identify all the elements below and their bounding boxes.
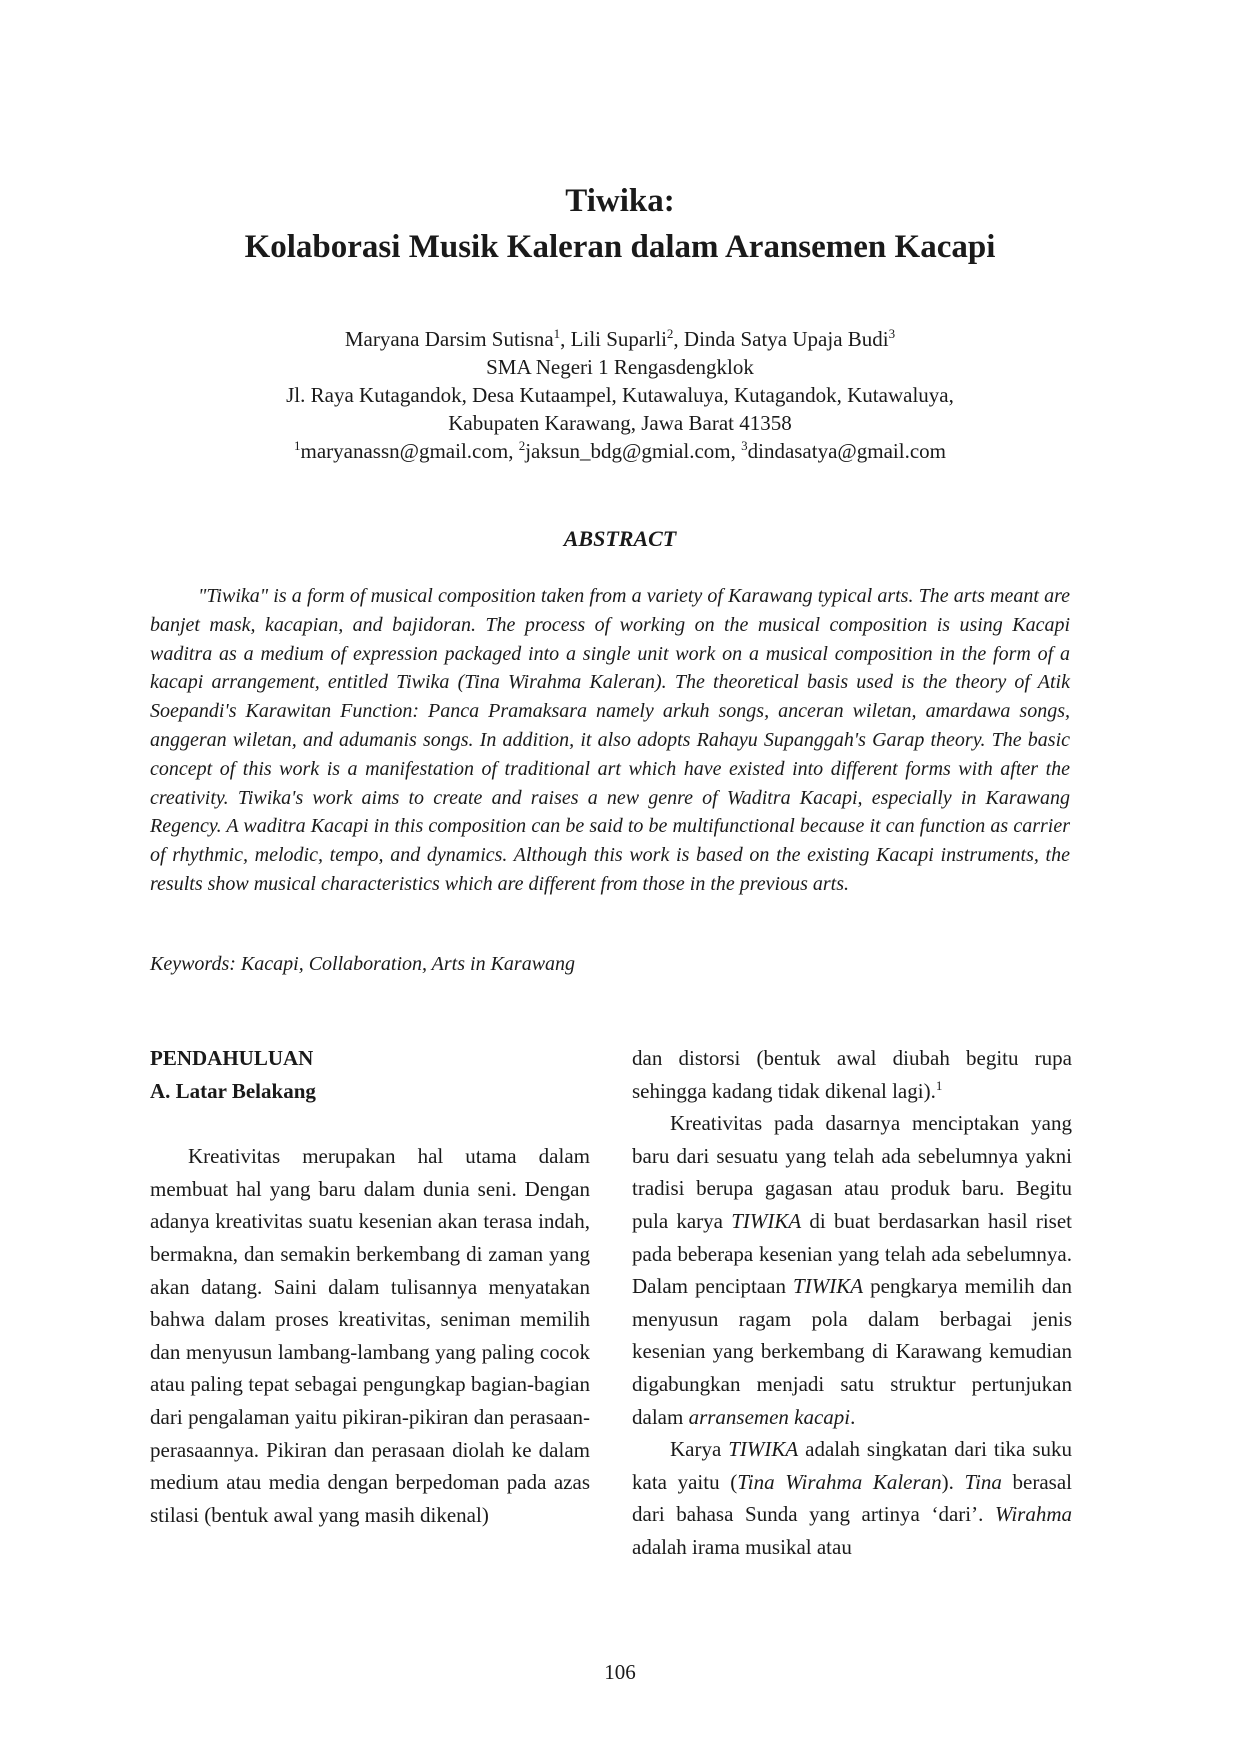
abstract-body xyxy=(150,582,1070,899)
address-line-1: Jl. Raya Kutagandok, Desa Kutaampel, Kutawaluya, Kutagandok, Kutawaluya, xyxy=(286,383,954,407)
body-paragraph-continued xyxy=(632,1042,1072,1107)
email-1: maryanassn@gmail.com, xyxy=(300,439,519,463)
paragraph-text: adalah irama musikal atau xyxy=(632,1534,852,1559)
author-2-affil: 2 xyxy=(666,326,674,341)
email-1-marker: 1 xyxy=(294,438,301,453)
paragraph-text: adalah singkatan dari tika suku kata yaitu ( xyxy=(632,1437,1072,1494)
italic-term: Tina Wirahma Kaleran xyxy=(737,1469,942,1494)
paragraph-text: pengkarya memilih dan menyusun ragam pola dalam berbagai jenis kesenian yang berkembang di Karawang kemudian digabungkan menjadi satu struktur pertunjukan dalam xyxy=(632,1274,1072,1429)
paragraph-text: ). xyxy=(941,1469,965,1494)
italic-term: TIWIKA xyxy=(793,1274,864,1299)
author-emails xyxy=(0,437,1240,465)
footnote-marker: 1 xyxy=(935,1077,943,1093)
paragraph-text: berasal dari bahasa Sunda yang artinya ‘dari’. xyxy=(632,1469,1072,1527)
paper-title xyxy=(0,178,1240,270)
subsection-heading: A. Latar Belakang xyxy=(150,1078,316,1103)
italic-term: arransemen kacapi xyxy=(688,1404,851,1429)
italic-term: TIWIKA xyxy=(731,1208,802,1233)
body-paragraph xyxy=(632,1107,1072,1433)
section-heading: PENDAHULUAN xyxy=(150,1046,314,1070)
email-3: dindasatya@gmail.com xyxy=(747,439,946,463)
body-paragraph xyxy=(632,1433,1072,1563)
italic-term: TIWIKA xyxy=(728,1437,799,1462)
paragraph-text: Kreativitas pada dasarnya menciptakan yang baru dari sesuatu yang telah ada sebelumnya yakni tradisi berupa gagasan atau produk baru. Begitu pula karya xyxy=(632,1111,1072,1233)
paragraph-text: di buat berdasarkan hasil riset pada beberapa kesenian yang telah ada sebelumnya. Dalam penciptaan xyxy=(632,1208,1073,1299)
author-1: Maryana Darsim Sutisna xyxy=(344,327,554,351)
email-2-marker: 2 xyxy=(518,438,526,453)
author-1-affil: 1 xyxy=(553,326,561,341)
author-block xyxy=(0,325,1240,465)
body-paragraph: Kreativitas merupakan hal utama dalam membuat hal yang baru dalam dunia seni. Dengan adanya kreativitas suatu kesenian akan terasa indah, bermakna, dan semakin berkembang di zaman yang akan datang. Saini dalam tulisannya menyatakan bahwa dalam proses kreativitas, seniman memilih dan menyusun lambang-lambang yang paling cocok atau paling tepat sebagai pengungkap bagian-bagian dari pengalaman yaitu pikiran-pikiran dan perasaan-perasaannya. Pikiran dan perasaan diolah ke dalam medium atau media dengan berpedoman pada azas stilasi (bentuk awal yang masih dikenal) xyxy=(150,1144,590,1527)
address-line-2: Kabupaten Karawang, Jawa Barat 41358 xyxy=(448,411,792,435)
abstract-text: "Tiwika" is a form of musical composition taken from a variety of Karawang typical arts. The arts meant are banjet mask, kacapian, and bajidoran. The process of working on the musical composition is using Kacapi waditra as a medium of expression packaged into a single unit work on a musical composition in the form of a kacapi arrangement, entitled Tiwika (Tina Wirahma Kaleran). The theoretical basis used is the theory of Atik Soepandi's Karawitan Function: Panca Pramaksara namely arkuh songs, anceran wiletan, amardawa songs, anggeran wiletan, and adumanis songs. In addition, it also adopts Rahayu Supanggah's Garap theory. The basic concept of this work is a manifestation of traditional art which have existed into different forms with after the creativity. Tiwika's work aims to create and raises a new genre of Waditra Kacapi, especially in Karawang Regency. A waditra Kacapi in this composition can be said to be multifunctional because it can function as carrier of rhythmic, melodic, tempo, and dynamics. Although this work is based on the existing Kacapi instruments, the results show musical characteristics which are different from those in the previous arts. xyxy=(150,585,1070,895)
abstract-heading: ABSTRACT xyxy=(563,526,677,551)
author-2: , Lili Suparli xyxy=(560,327,667,351)
author-3: , Dinda Satya Upaja Budi xyxy=(673,327,889,351)
author-3-affil: 3 xyxy=(888,326,896,341)
left-column xyxy=(150,1042,590,1531)
email-2: jaksun_bdg@gmial.com, xyxy=(525,439,742,463)
paragraph-text: Karya xyxy=(670,1437,729,1462)
title-line-2: Kolaborasi Musik Kaleran dalam Aransemen Kacapi xyxy=(244,229,996,265)
italic-term: Tina xyxy=(964,1469,1002,1494)
italic-term: Wirahma xyxy=(994,1502,1072,1527)
paragraph-text: . xyxy=(850,1404,856,1429)
paragraph-text: dan distorsi (bentuk awal diubah begitu rupa sehingga kadang tidak dikenal lagi). xyxy=(632,1046,1072,1103)
right-column xyxy=(632,1042,1072,1564)
email-3-marker: 3 xyxy=(741,438,748,453)
institution: SMA Negeri 1 Rengasdengklok xyxy=(486,355,754,379)
author-names xyxy=(0,325,1240,353)
title-line-1: Tiwika: xyxy=(565,183,675,219)
keywords: Keywords: Kacapi, Collaboration, Arts in Karawang xyxy=(150,953,576,975)
page-number: 106 xyxy=(604,1660,636,1684)
